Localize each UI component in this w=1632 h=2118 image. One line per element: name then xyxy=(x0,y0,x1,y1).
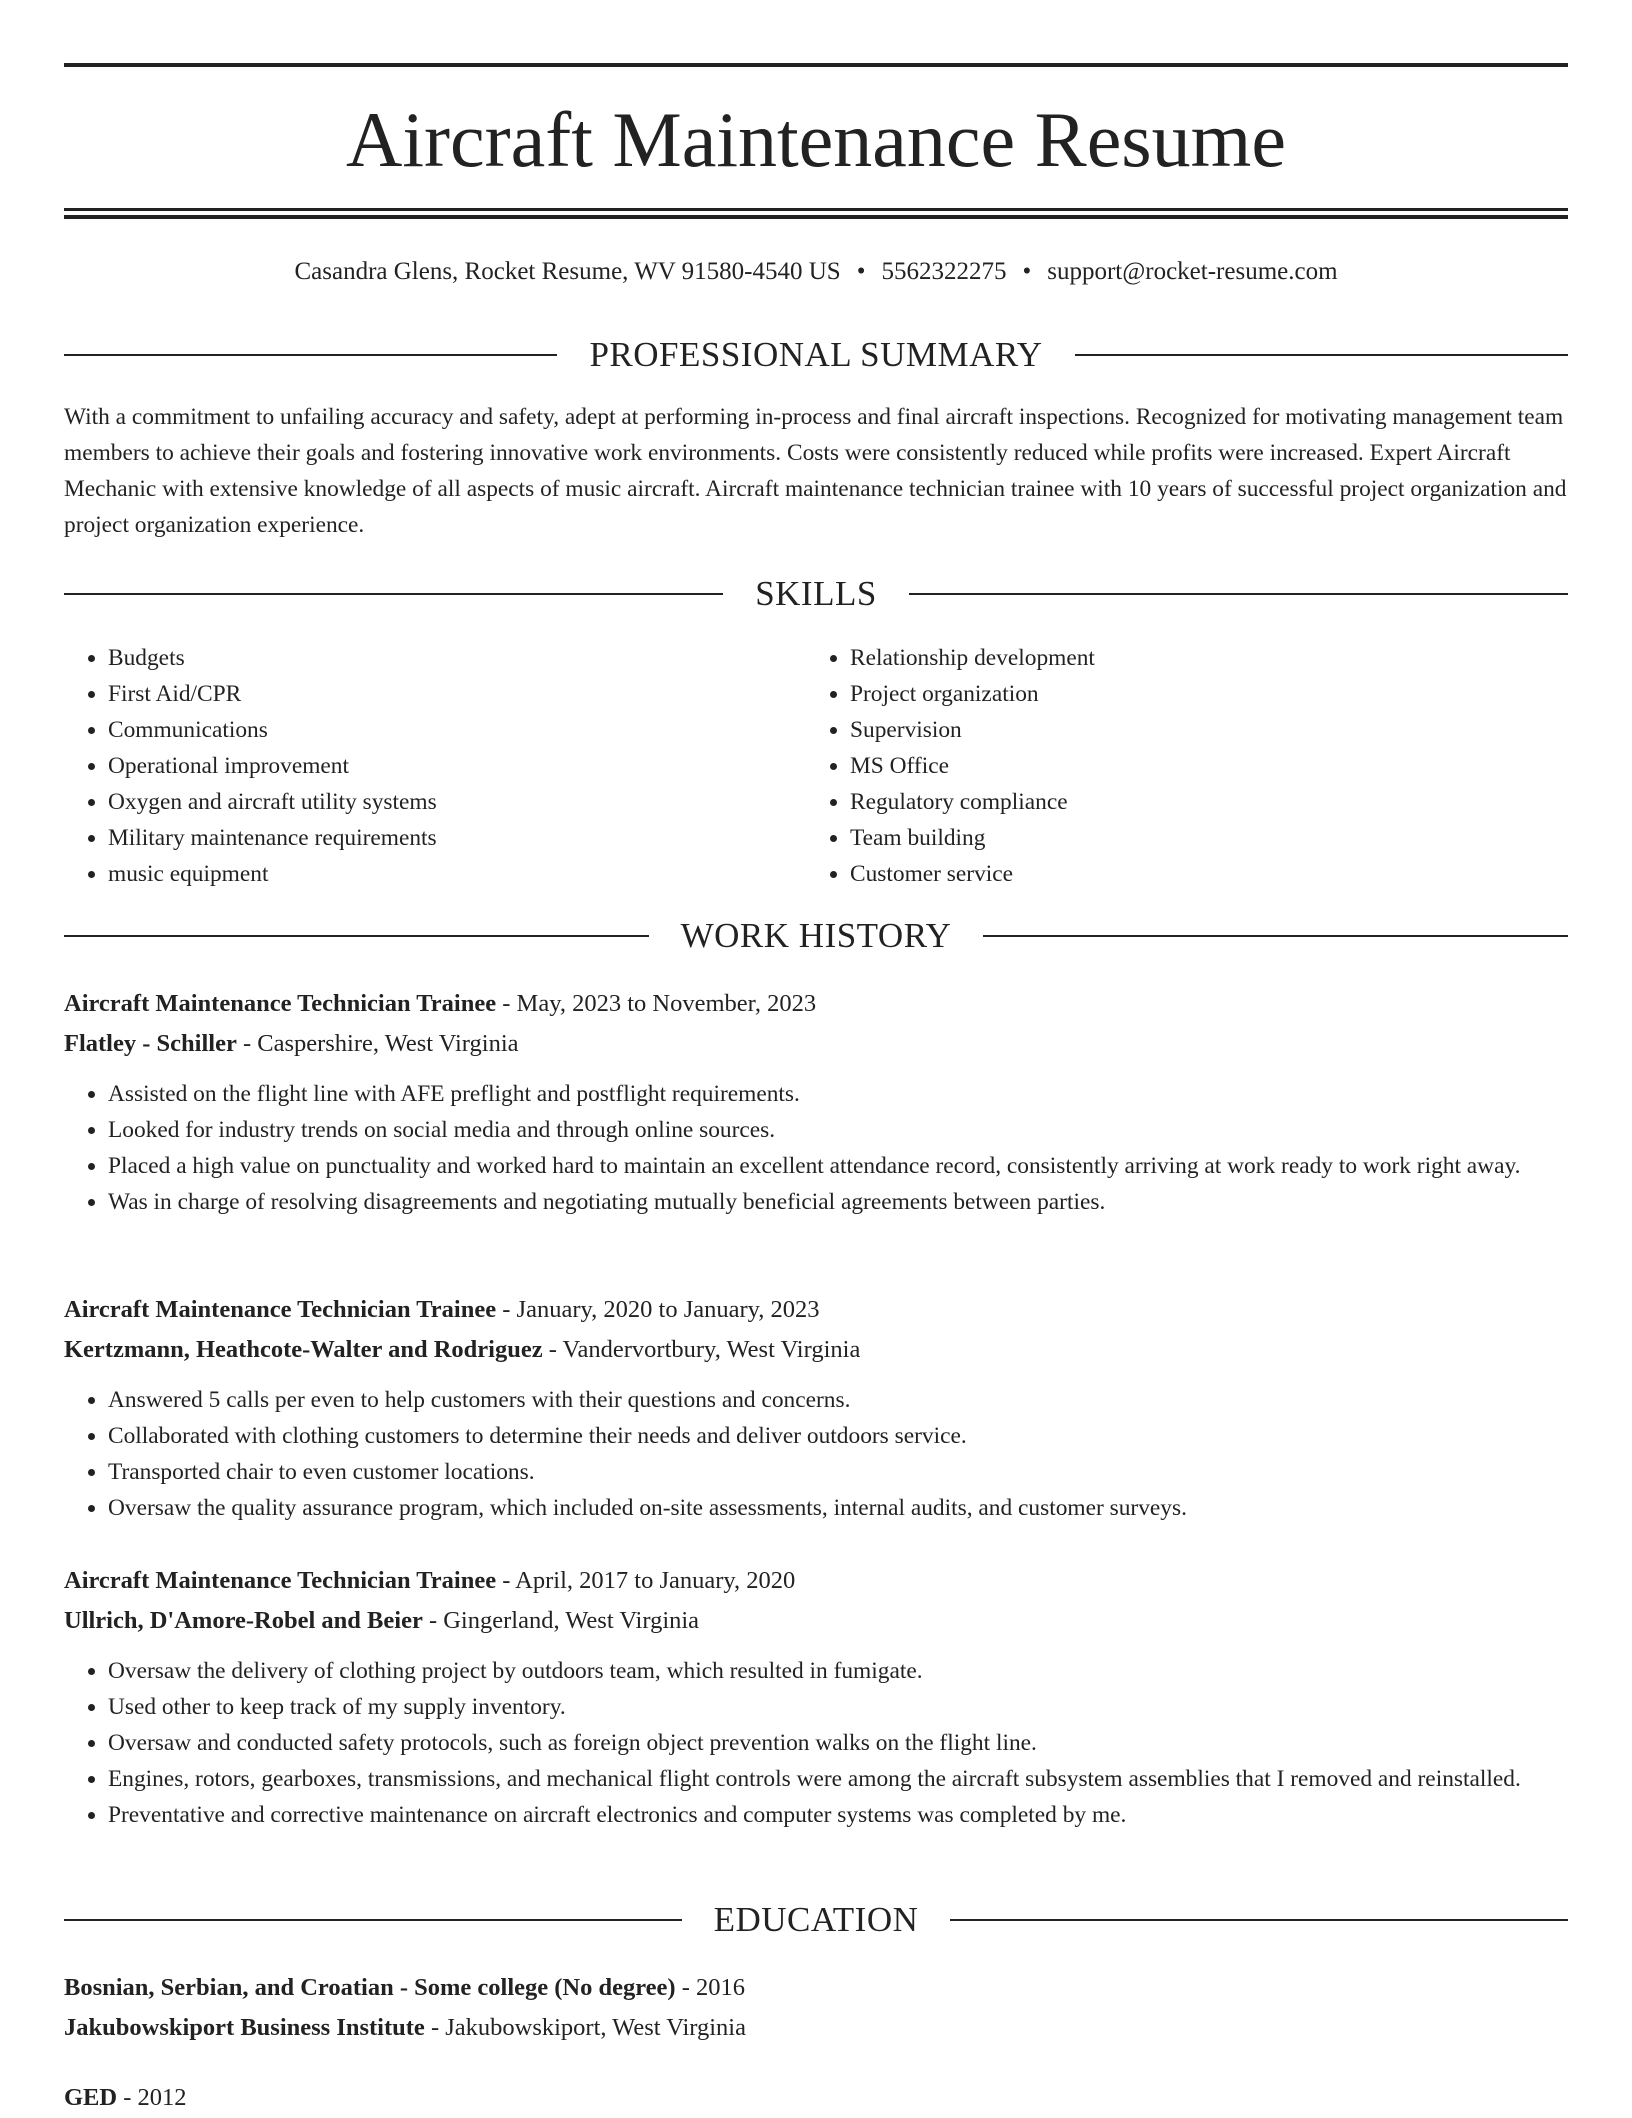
skill-item: • Operational improvement xyxy=(108,748,806,784)
education-entry xyxy=(64,1968,1568,2048)
job-bullet: • Collaborated with clothing customers to determine their needs and deliver outdoors service. xyxy=(108,1418,1568,1454)
section-title: PROFESSIONAL SUMMARY xyxy=(589,335,1043,374)
education-school: Jakubowskiport Business Institute xyxy=(64,2014,425,2041)
job-dates: - April, 2017 to January, 2020 xyxy=(496,1567,796,1594)
heading-rule xyxy=(64,1919,682,1921)
resume-title: Aircraft Maintenance Resume xyxy=(346,96,1286,183)
skills-column-left xyxy=(64,640,806,892)
skill-item: • First Aid/CPR xyxy=(108,676,806,712)
skill-item: • Military maintenance requirements xyxy=(108,820,806,856)
job-dates: - May, 2023 to November, 2023 xyxy=(496,990,817,1017)
job-company-line xyxy=(64,1601,1568,1641)
job-bullet: • Assisted on the flight line with AFE preflight and postflight requirements. xyxy=(108,1076,1568,1112)
section-heading-education xyxy=(64,1897,1568,1943)
job-title: Aircraft Maintenance Technician Trainee xyxy=(64,1567,497,1594)
job-bullets xyxy=(64,1076,1568,1220)
job-bullet: • Used other to keep track of my supply inventory. xyxy=(108,1689,1568,1725)
section-heading-summary xyxy=(64,332,1568,378)
skill-item: • Customer service xyxy=(850,856,1548,892)
job-bullet: • Was in charge of resolving disagreements and negotiating mutually beneficial agreements between parties. xyxy=(108,1184,1568,1220)
skill-item: • Regulatory compliance xyxy=(850,784,1548,820)
job-location: - Caspershire, West Virginia xyxy=(236,1030,519,1057)
job-entry xyxy=(64,984,1568,1220)
contact-phone: 5562322275 xyxy=(881,258,1007,285)
job-title-line xyxy=(64,1561,1568,1601)
education-degree-line xyxy=(64,1968,1568,2008)
skill-item: • music equipment xyxy=(108,856,806,892)
top-rule xyxy=(64,63,1568,67)
section-heading-work-history xyxy=(64,913,1568,959)
heading-rule xyxy=(64,935,649,937)
job-dates: - January, 2020 to January, 2023 xyxy=(496,1296,820,1323)
job-company: Ullrich, D'Amore-Robel and Beier xyxy=(64,1607,423,1634)
contact-separator: • xyxy=(856,258,866,285)
heading-rule xyxy=(983,935,1568,937)
skill-item: • Supervision xyxy=(850,712,1548,748)
job-company: Flatley - Schiller xyxy=(64,1030,237,1057)
job-bullets xyxy=(64,1653,1568,1833)
skill-item: • Team building xyxy=(850,820,1548,856)
skill-item: • Project organization xyxy=(850,676,1548,712)
contact-address: Casandra Glens, Rocket Resume, WV 91580-4540 US xyxy=(294,258,841,285)
education-year: - 2012 xyxy=(117,2084,187,2111)
summary-text: With a commitment to unfailing accuracy and safety, adept at performing in-process and final aircraft inspections. Recognized for motivating management team members to achieve their goals and fostering innovative work environments. Costs were consistently reduced while profits were increased. Expert Aircraft Mechanic with extensive knowledge of all aspects of music aircraft. Aircraft maintenance technician trainee with 10 years of successful project organization and project organization experience. xyxy=(64,404,1567,538)
job-entry xyxy=(64,1290,1568,1526)
job-bullet: • Transported chair to even customer locations. xyxy=(108,1454,1568,1490)
job-company: Kertzmann, Heathcote-Walter and Rodriguez xyxy=(64,1336,543,1363)
title-rule-upper xyxy=(64,208,1568,211)
skills-column-right xyxy=(806,640,1548,892)
skill-item: • Communications xyxy=(108,712,806,748)
contact-line xyxy=(64,255,1568,289)
skill-item: • Relationship development xyxy=(850,640,1548,676)
education-school-line xyxy=(64,2008,1568,2048)
job-title-line xyxy=(64,1290,1568,1330)
job-bullet: • Answered 5 calls per even to help customers with their questions and concerns. xyxy=(108,1382,1568,1418)
job-bullet: • Looked for industry trends on social media and through online sources. xyxy=(108,1112,1568,1148)
job-title: Aircraft Maintenance Technician Trainee xyxy=(64,1296,497,1323)
contact-separator: • xyxy=(1022,258,1032,285)
section-heading-skills xyxy=(64,571,1568,617)
education-degree: Bosnian, Serbian, and Croatian - Some college (No degree) xyxy=(64,1974,676,2001)
job-bullet: • Engines, rotors, gearboxes, transmissions, and mechanical flight controls were among the aircraft subsystem assemblies that I removed and reinstalled. xyxy=(108,1761,1568,1797)
education-location: - Jakubowskiport, West Virginia xyxy=(424,2014,746,2041)
job-company-line xyxy=(64,1330,1568,1370)
education-entry xyxy=(64,2078,1568,2118)
skill-item: • MS Office xyxy=(850,748,1548,784)
title-rule-lower xyxy=(64,215,1568,219)
heading-rule xyxy=(64,593,723,595)
education-degree: GED xyxy=(64,2084,118,2111)
job-bullet: • Oversaw and conducted safety protocols, such as foreign object prevention walks on the flight line. xyxy=(108,1725,1568,1761)
job-entry xyxy=(64,1561,1568,1833)
job-company-line xyxy=(64,1024,1568,1064)
education-degree-line xyxy=(64,2078,1568,2118)
job-location: - Vandervortbury, West Virginia xyxy=(542,1336,861,1363)
section-title: WORK HISTORY xyxy=(680,916,952,955)
section-title: SKILLS xyxy=(755,574,877,613)
heading-rule xyxy=(909,593,1568,595)
job-title: Aircraft Maintenance Technician Trainee xyxy=(64,990,497,1017)
heading-rule xyxy=(1075,354,1568,356)
skills-list xyxy=(64,640,1568,892)
education-year: - 2016 xyxy=(675,1974,746,2001)
job-bullet: • Oversaw the quality assurance program, which included on-site assessments, internal audits, and customer surveys. xyxy=(108,1490,1568,1526)
section-title: EDUCATION xyxy=(713,1900,919,1939)
job-bullet: • Preventative and corrective maintenance on aircraft electronics and computer systems was completed by me. xyxy=(108,1797,1568,1833)
job-bullet: • Oversaw the delivery of clothing project by outdoors team, which resulted in fumigate. xyxy=(108,1653,1568,1689)
skill-item: • Oxygen and aircraft utility systems xyxy=(108,784,806,820)
job-bullets xyxy=(64,1382,1568,1526)
heading-rule xyxy=(64,354,557,356)
job-title-line xyxy=(64,984,1568,1024)
job-location: - Gingerland, West Virginia xyxy=(422,1607,700,1634)
job-bullet: • Placed a high value on punctuality and worked hard to maintain an excellent attendance record, consistently arriving at work ready to work right away. xyxy=(108,1148,1568,1184)
contact-email: support@rocket-resume.com xyxy=(1047,258,1338,285)
skill-item: • Budgets xyxy=(108,640,806,676)
heading-rule xyxy=(950,1919,1568,1921)
